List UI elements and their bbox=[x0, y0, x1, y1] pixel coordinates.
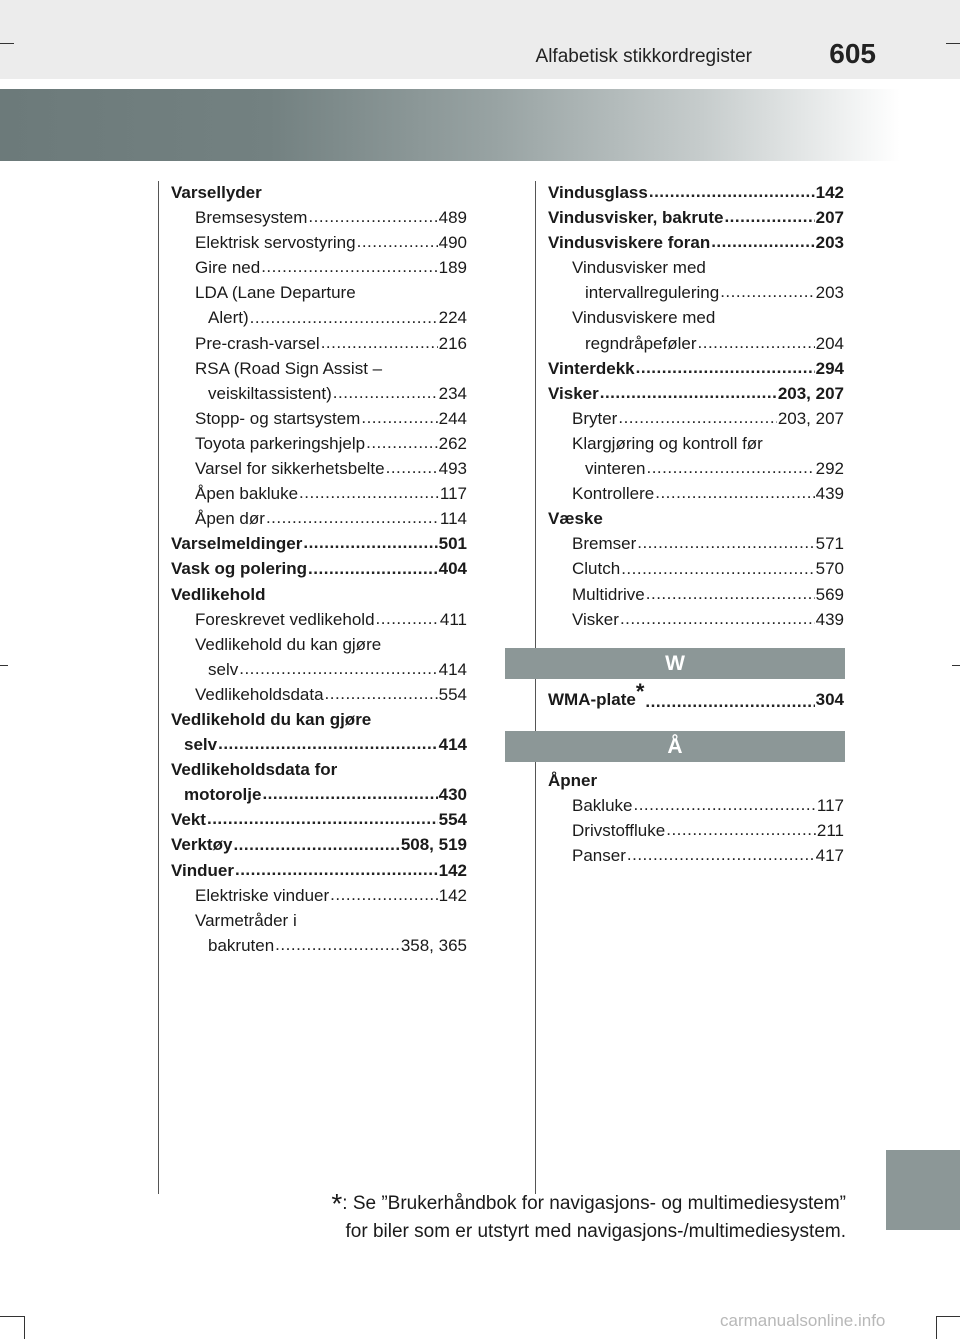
dot-leader bbox=[666, 821, 816, 838]
index-entry-page: 569 bbox=[815, 584, 844, 604]
index-entry bbox=[548, 531, 844, 556]
index-entry-label: Vinduer bbox=[171, 860, 234, 880]
index-entry bbox=[171, 506, 467, 531]
index-entry-page: 117 bbox=[816, 795, 844, 815]
index-entry-label: Elektrisk servostyring bbox=[195, 233, 356, 253]
index-entry-label: intervallregulering bbox=[585, 283, 720, 303]
dot-leader bbox=[646, 459, 814, 476]
index-entry-label: Toyota parkeringshjelp bbox=[195, 433, 366, 453]
index-entry-label: Varsel for sikkerhetsbelte bbox=[195, 459, 385, 479]
left-column-rule bbox=[158, 181, 159, 1194]
index-entry-label: motorolje bbox=[184, 785, 262, 805]
index-entry-page: 203 bbox=[815, 233, 844, 253]
index-entry bbox=[171, 381, 467, 406]
index-entry-page: 203, 207 bbox=[777, 383, 844, 403]
index-entry-page: 430 bbox=[438, 785, 467, 805]
dot-leader bbox=[386, 459, 438, 476]
crop-mark bbox=[946, 43, 960, 44]
index-entry-label: Bryter bbox=[572, 408, 618, 428]
index-entry-label: Pre-crash-varsel bbox=[195, 333, 320, 353]
index-entry-label: regndråpeføler bbox=[585, 333, 697, 353]
index-entry-label: Foreskrevet vedlikehold bbox=[195, 609, 375, 629]
index-entry-page: 292 bbox=[815, 459, 844, 479]
dot-leader bbox=[645, 693, 814, 710]
index-entry: Vedlikehold du kan gjøre bbox=[171, 709, 372, 729]
index-entry-page: 570 bbox=[815, 559, 844, 579]
index-entry bbox=[548, 678, 844, 715]
index-entry-label-text: WMA-plate bbox=[548, 689, 636, 709]
index-entry-page: 142 bbox=[815, 183, 844, 202]
index-entry: RSA (Road Sign Assist – bbox=[195, 358, 383, 378]
index-entry bbox=[548, 793, 844, 818]
section-letter-w: W bbox=[505, 648, 845, 679]
index-entry-page: 414 bbox=[438, 659, 467, 679]
index-entry bbox=[548, 818, 844, 843]
index-entry-page: 142 bbox=[438, 885, 467, 905]
index-entry bbox=[548, 607, 844, 632]
index-entry-label: Vindusviskere foran bbox=[548, 233, 711, 253]
index-entry bbox=[171, 933, 467, 958]
dot-leader bbox=[266, 509, 439, 526]
crop-mark bbox=[936, 1316, 960, 1317]
dot-leader bbox=[633, 796, 815, 813]
right-index-column bbox=[548, 180, 844, 868]
index-entry-label: Drivstoffluke bbox=[572, 820, 666, 840]
dot-leader bbox=[207, 810, 438, 827]
index-entry bbox=[171, 255, 467, 280]
index-entry-label: Multidrive bbox=[572, 584, 645, 604]
crop-mark bbox=[936, 1316, 937, 1339]
index-entry-label: Vask og polering bbox=[171, 559, 308, 579]
index-entry-label: Visker bbox=[572, 609, 619, 629]
index-entry: Væske bbox=[548, 509, 603, 529]
dot-leader bbox=[308, 560, 438, 577]
index-entry-page: 489 bbox=[438, 208, 467, 228]
dot-leader bbox=[620, 610, 815, 627]
index-entry bbox=[171, 205, 467, 230]
index-entry bbox=[171, 657, 467, 682]
dot-leader bbox=[321, 334, 438, 351]
index-entry-page: 554 bbox=[438, 684, 467, 704]
dot-leader bbox=[600, 384, 777, 401]
dot-leader bbox=[275, 936, 400, 953]
dot-leader bbox=[250, 309, 438, 326]
index-entry-page: 204 bbox=[815, 333, 844, 353]
dot-leader bbox=[724, 208, 814, 225]
index-entry bbox=[548, 230, 844, 255]
index-entry bbox=[171, 431, 467, 456]
index-entry-label: Panser bbox=[572, 845, 626, 865]
left-index-column bbox=[171, 180, 467, 958]
dot-leader bbox=[361, 409, 437, 426]
index-entry bbox=[171, 883, 467, 908]
index-entry bbox=[548, 582, 844, 607]
index-entry-label: Varselmeldinger bbox=[171, 534, 303, 554]
crop-mark bbox=[952, 665, 960, 666]
index-entry-label: Vinterdekk bbox=[548, 358, 635, 378]
index-entry-label: selv bbox=[184, 735, 218, 755]
index-entry-label: Åpen bakluke bbox=[195, 484, 299, 504]
dot-leader bbox=[618, 409, 776, 426]
dot-leader bbox=[303, 534, 437, 551]
index-entry bbox=[548, 356, 844, 381]
index-entry-label: Bremser bbox=[572, 534, 637, 554]
dot-leader bbox=[333, 384, 438, 401]
index-entry bbox=[548, 381, 844, 406]
dot-leader bbox=[636, 359, 815, 376]
index-entry bbox=[171, 832, 467, 857]
index-entry bbox=[171, 456, 467, 481]
index-entry bbox=[171, 230, 467, 255]
dot-leader bbox=[621, 560, 814, 577]
index-entry: Varsellyder bbox=[171, 183, 262, 202]
index-entry-page: 203 bbox=[815, 283, 844, 303]
index-entry-page: 304 bbox=[815, 689, 844, 709]
index-entry-label: Stopp- og startsystem bbox=[195, 408, 361, 428]
index-entry bbox=[171, 531, 467, 556]
index-entry-page: 216 bbox=[438, 333, 467, 353]
dot-leader bbox=[239, 660, 437, 677]
index-entry-page: 439 bbox=[815, 484, 844, 504]
index-entry-page: 203, 207 bbox=[777, 408, 844, 428]
index-entry bbox=[548, 481, 844, 506]
index-entry-page: 493 bbox=[438, 459, 467, 479]
index-entry-page: 554 bbox=[438, 810, 467, 830]
index-entry-label: Clutch bbox=[572, 559, 621, 579]
index-entry bbox=[171, 607, 467, 632]
dot-leader bbox=[627, 846, 815, 863]
index-entry-label: Kontrollere bbox=[572, 484, 655, 504]
index-entry bbox=[171, 858, 467, 883]
dot-leader bbox=[720, 283, 814, 300]
index-entry bbox=[171, 481, 467, 506]
index-entry-label: Gire ned bbox=[195, 258, 261, 278]
index-entry bbox=[548, 205, 844, 230]
dot-leader bbox=[655, 484, 814, 501]
index-entry bbox=[171, 807, 467, 832]
index-entry bbox=[171, 682, 467, 707]
index-entry-page: 117 bbox=[439, 484, 467, 504]
index-entry: LDA (Lane Departure bbox=[195, 283, 356, 303]
index-entry-label bbox=[548, 678, 645, 715]
crop-mark bbox=[24, 1316, 25, 1339]
running-header-title: Alfabetisk stikkordregister bbox=[535, 46, 752, 67]
watermark: carmanualsonline.info bbox=[720, 1311, 886, 1330]
index-entry: Vedlikeholdsdata for bbox=[171, 760, 338, 780]
index-entry-page: 358, 365 bbox=[400, 935, 467, 955]
index-entry-label: Vindusvisker, bakrute bbox=[548, 208, 724, 228]
dot-leader bbox=[649, 183, 815, 200]
index-entry bbox=[548, 280, 844, 305]
header-gradient-band bbox=[0, 89, 900, 161]
index-entry bbox=[548, 556, 844, 581]
index-entry-label: bakruten bbox=[208, 935, 275, 955]
index-entry-label: Alert) bbox=[208, 308, 249, 328]
footnote-line-1: : Se ”Brukerhåndbok for navigasjons- og multimediesystem” bbox=[342, 1193, 846, 1214]
index-entry bbox=[548, 843, 844, 868]
index-entry-page: 207 bbox=[815, 208, 844, 228]
index-entry-page: 224 bbox=[438, 308, 467, 328]
index-entry-page: 508, 519 bbox=[400, 835, 467, 855]
chapter-side-tab bbox=[886, 1150, 960, 1230]
footnote-reference-marker: * bbox=[635, 678, 645, 704]
crop-mark bbox=[0, 1316, 24, 1317]
index-entry-page: 411 bbox=[439, 609, 467, 629]
footnote-marker: * bbox=[331, 1188, 343, 1219]
dot-leader bbox=[233, 836, 399, 853]
index-entry-page: 439 bbox=[815, 609, 844, 629]
index-entry-page: 142 bbox=[438, 860, 467, 880]
crop-mark bbox=[0, 43, 14, 44]
index-entry bbox=[171, 782, 467, 807]
index-entry-label: Vedlikeholdsdata bbox=[195, 684, 324, 704]
index-entry bbox=[171, 305, 467, 330]
index-entry-page: 211 bbox=[816, 820, 844, 840]
dot-leader bbox=[366, 434, 438, 451]
dot-leader bbox=[308, 208, 437, 225]
index-entry-page: 262 bbox=[438, 433, 467, 453]
index-entry-page: 417 bbox=[815, 845, 844, 865]
index-entry bbox=[171, 331, 467, 356]
index-entry: Vedlikehold bbox=[171, 584, 266, 604]
index-entry: Varmetråder i bbox=[195, 910, 297, 930]
dot-leader bbox=[698, 334, 815, 351]
index-entry-label: Visker bbox=[548, 383, 599, 403]
index-entry bbox=[171, 732, 467, 757]
index-entry: Vindusvisker med bbox=[572, 258, 706, 278]
index-entry-label: veiskiltassistent) bbox=[208, 383, 332, 403]
index-entry-label: Åpen dør bbox=[195, 509, 265, 529]
index-entry-label: Vindusglass bbox=[548, 183, 648, 202]
index-entry bbox=[548, 406, 844, 431]
dot-leader bbox=[357, 233, 438, 250]
index-entry bbox=[171, 406, 467, 431]
index-entry-page: 114 bbox=[439, 509, 467, 529]
index-entry bbox=[548, 456, 844, 481]
crop-mark bbox=[0, 665, 8, 666]
index-entry-label: vinteren bbox=[585, 459, 646, 479]
index-entry: Åpner bbox=[548, 770, 598, 790]
index-entry-page: 234 bbox=[438, 383, 467, 403]
index-entry-label: Elektriske vinduer bbox=[195, 885, 330, 905]
middle-column-rule bbox=[535, 181, 536, 1194]
dot-leader bbox=[330, 886, 437, 903]
dot-leader bbox=[711, 233, 814, 250]
footnote-line-2: for biler som er utstyrt med navigasjons-/multimediesystem. bbox=[345, 1221, 846, 1242]
index-entry-label: Bremsesystem bbox=[195, 208, 308, 228]
dot-leader bbox=[235, 861, 438, 878]
dot-leader bbox=[261, 258, 437, 275]
index-entry-label: Bakluke bbox=[572, 795, 633, 815]
index-entry-page: 244 bbox=[438, 408, 467, 428]
index-entry-page: 404 bbox=[438, 559, 467, 579]
index-entry: Vindusviskere med bbox=[572, 308, 716, 328]
dot-leader bbox=[299, 484, 439, 501]
index-entry bbox=[548, 331, 844, 356]
index-entry: Klargjøring og kontroll før bbox=[572, 433, 763, 453]
dot-leader bbox=[646, 585, 815, 602]
index-entry-label: Verktøy bbox=[171, 835, 233, 855]
dot-leader bbox=[325, 685, 438, 702]
page-number: 605 bbox=[829, 38, 876, 69]
index-entry-page: 490 bbox=[438, 233, 467, 253]
index-entry bbox=[548, 180, 844, 205]
dot-leader bbox=[262, 785, 437, 802]
index-entry-label: selv bbox=[208, 659, 239, 679]
dot-leader bbox=[218, 735, 438, 752]
dot-leader bbox=[376, 610, 439, 627]
index-entry-page: 501 bbox=[438, 534, 467, 554]
index-entry-page: 571 bbox=[815, 534, 844, 554]
index-entry-label: Vekt bbox=[171, 810, 206, 830]
footnote bbox=[286, 1190, 846, 1246]
dot-leader bbox=[637, 534, 814, 551]
index-entry bbox=[171, 556, 467, 581]
section-letter-aa: Å bbox=[505, 731, 845, 762]
index-entry-page: 189 bbox=[438, 258, 467, 278]
index-entry: Vedlikehold du kan gjøre bbox=[195, 634, 382, 654]
index-entry-page: 294 bbox=[815, 358, 844, 378]
index-entry-page: 414 bbox=[438, 735, 467, 755]
